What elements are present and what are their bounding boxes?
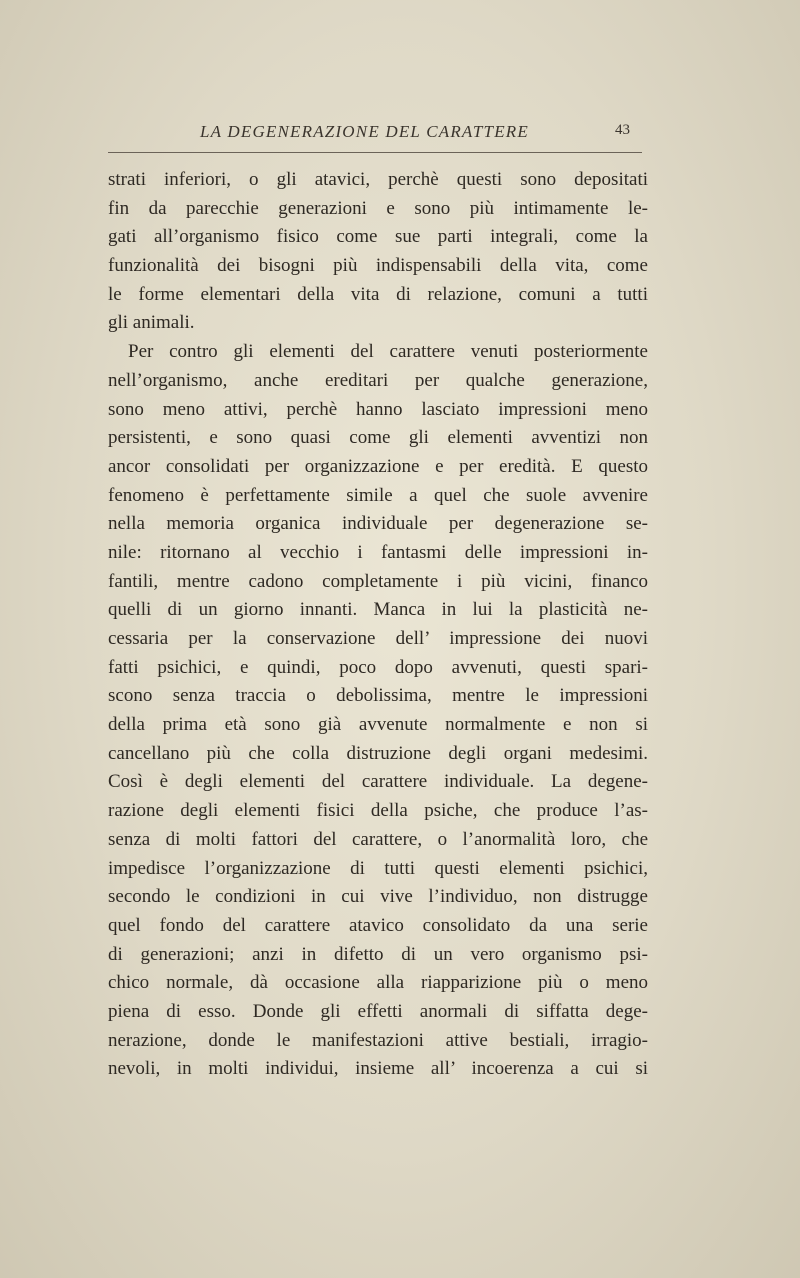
- running-title: LA DEGENERAZIONE DEL CARATTERE: [200, 122, 529, 141]
- text-line: persistenti, e sono quasi come gli elementi avventizi non: [108, 427, 648, 449]
- text-line: nell’organismo, anche ereditari per qualche generazione,: [108, 369, 648, 391]
- text-line: gli animali.: [108, 312, 195, 334]
- text-line: fenomeno è perfettamente simile a quel che suole avvenire: [108, 484, 648, 506]
- text-line: piena di esso. Donde gli effetti anormali di siffatta dege-: [108, 1000, 648, 1022]
- text-line: secondo le condizioni in cui vive l’individuo, non distrugge: [108, 886, 648, 908]
- text-line: le forme elementari della vita di relazione, comuni a tutti: [108, 283, 648, 305]
- text-line: quelli di un giorno innanti. Manca in lui la plasticità ne-: [108, 599, 648, 621]
- text-line: strati inferiori, o gli atavici, perchè questi sono depositati: [108, 169, 648, 190]
- text-line: gati all’organismo fisico come sue parti integrali, come la: [108, 226, 648, 248]
- text-line: cancellano più che colla distruzione degli organi medesimi.: [108, 742, 648, 764]
- text-line: cessaria per la conservazione dell’ impressione dei nuovi: [108, 628, 648, 649]
- text-line: fatti psichici, e quindi, poco dopo avvenuti, questi spari-: [108, 656, 648, 678]
- header-rule: [108, 152, 642, 153]
- text-line: Per contro gli elementi del carattere venuti posteriormente: [128, 341, 648, 363]
- text-line: razione degli elementi fisici della psiche, che produce l’as-: [108, 800, 648, 822]
- text-line: nella memoria organica individuale per degenerazione se-: [108, 513, 648, 535]
- text-line: nerazione, donde le manifestazioni attive bestiali, irragio-: [108, 1029, 648, 1051]
- running-head: [108, 118, 642, 152]
- text-line: impedisce l’organizzazione di tutti questi elementi psichici,: [108, 857, 648, 879]
- text-line: sono meno attivi, perchè hanno lasciato impressioni meno: [108, 398, 648, 420]
- text-line: funzionalità dei bisogni più indispensabili della vita, come: [108, 255, 648, 277]
- text-line: fantili, mentre cadono completamente i più vicini, financo: [108, 570, 648, 592]
- text-line: di generazioni; anzi in difetto di un vero organismo psi-: [108, 943, 648, 965]
- text-line: scono senza traccia o debolissima, mentre le impressioni: [108, 685, 648, 707]
- text-line: chico normale, dà occasione alla riapparizione più o meno: [108, 972, 648, 994]
- text-line: senza di molti fattori del carattere, o l’anormalità loro, che: [108, 828, 648, 850]
- page-number: 43: [615, 122, 630, 138]
- text-line: nevoli, in molti individui, insieme all’ incoerenza a cui si: [108, 1058, 648, 1080]
- text-line: ancor consolidati per organizzazione e per eredità. E questo: [108, 455, 648, 477]
- text-line: fin da parecchie generazioni e sono più intimamente le-: [108, 197, 648, 219]
- text-line: della prima età sono già avvenute normalmente e non si: [108, 714, 648, 736]
- text-line: quel fondo del carattere atavico consolidato da una serie: [108, 914, 648, 936]
- text-line: nile: ritornano al vecchio i fantasmi delle impressioni in-: [108, 541, 648, 563]
- body-text: [108, 166, 648, 1084]
- text-line: Così è degli elementi del carattere individuale. La degene-: [108, 771, 648, 793]
